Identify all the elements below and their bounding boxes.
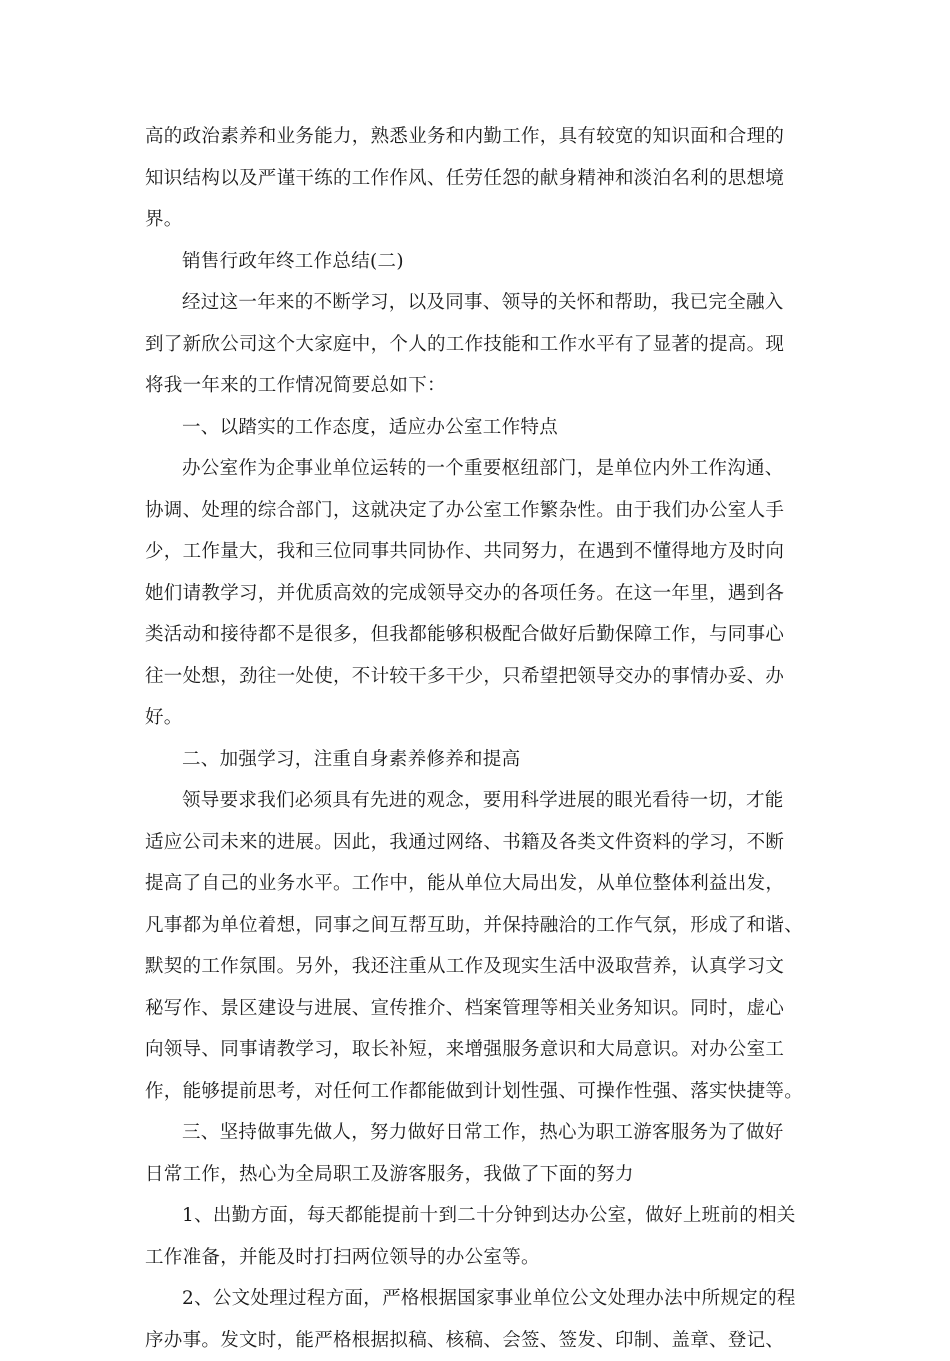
text-line: 默契的工作氛围。另外，我还注重从工作及现实生活中汲取营养，认真学习文 bbox=[145, 946, 805, 988]
text-line: 领导要求我们必须具有先进的观念，要用科学进展的眼光看待一切，才能 bbox=[145, 780, 805, 822]
text-line: 2、公文处理过程方面，严格根据国家事业单位公文处理办法中所规定的程 bbox=[145, 1278, 805, 1320]
text-line: 工作准备，并能及时打扫两位领导的办公室等。 bbox=[145, 1237, 805, 1279]
text-line: 她们请教学习，并优质高效的完成领导交办的各项任务。在这一年里，遇到各 bbox=[145, 573, 805, 615]
text-line: 少，工作量大，我和三位同事共同协作、共同努力，在遇到不懂得地方及时向 bbox=[145, 531, 805, 573]
text-line: 高的政治素养和业务能力，熟悉业务和内勤工作，具有较宽的知识面和合理的 bbox=[145, 116, 805, 158]
text-line: 秘写作、景区建设与进展、宣传推介、档案管理等相关业务知识。同时，虚心 bbox=[145, 988, 805, 1030]
text-line: 经过这一年来的不断学习，以及同事、领导的关怀和帮助，我已完全融入 bbox=[145, 282, 805, 324]
text-line: 好。 bbox=[145, 697, 805, 739]
section-heading: 一、以踏实的工作态度，适应办公室工作特点 bbox=[145, 407, 805, 449]
text-line: 将我一年来的工作情况简要总如下： bbox=[145, 365, 805, 407]
text-line: 协调、处理的综合部门，这就决定了办公室工作繁杂性。由于我们办公室人手 bbox=[145, 490, 805, 532]
text-line: 界。 bbox=[145, 199, 805, 241]
text-line: 往一处想，劲往一处使，不计较干多干少，只希望把领导交办的事情办妥、办 bbox=[145, 656, 805, 698]
text-line: 到了新欣公司这个大家庭中，个人的工作技能和工作水平有了显著的提高。现 bbox=[145, 324, 805, 366]
section-heading: 二、加强学习，注重自身素养修养和提高 bbox=[145, 739, 805, 781]
document-body bbox=[145, 116, 805, 1361]
text-line: 办公室作为企事业单位运转的一个重要枢纽部门，是单位内外工作沟通、 bbox=[145, 448, 805, 490]
text-line: 1、出勤方面，每天都能提前十到二十分钟到达办公室，做好上班前的相关 bbox=[145, 1195, 805, 1237]
text-line: 凡事都为单位着想，同事之间互帮互助，并保持融洽的工作气氛，形成了和谐、 bbox=[145, 905, 805, 947]
text-line: 知识结构以及严谨干练的工作作风、任劳任怨的献身精神和淡泊名利的思想境 bbox=[145, 158, 805, 200]
text-line: 向领导、同事请教学习，取长补短，来增强服务意识和大局意识。对办公室工 bbox=[145, 1029, 805, 1071]
text-line: 适应公司未来的进展。因此，我通过网络、书籍及各类文件资料的学习，不断 bbox=[145, 822, 805, 864]
text-line: 序办事。发文时，能严格根据拟稿、核稿、会签、签发、印制、盖章、登记、 bbox=[145, 1320, 805, 1361]
section-title: 销售行政年终工作总结(二) bbox=[145, 241, 805, 283]
section-heading: 三、坚持做事先做人，努力做好日常工作，热心为职工游客服务为了做好 bbox=[145, 1112, 805, 1154]
text-line: 日常工作，热心为全局职工及游客服务，我做了下面的努力 bbox=[145, 1154, 805, 1196]
text-line: 提高了自己的业务水平。工作中，能从单位大局出发，从单位整体利益出发， bbox=[145, 863, 805, 905]
text-line: 作，能够提前思考，对任何工作都能做到计划性强、可操作性强、落实快捷等。 bbox=[145, 1071, 805, 1113]
text-line: 类活动和接待都不是很多，但我都能够积极配合做好后勤保障工作，与同事心 bbox=[145, 614, 805, 656]
